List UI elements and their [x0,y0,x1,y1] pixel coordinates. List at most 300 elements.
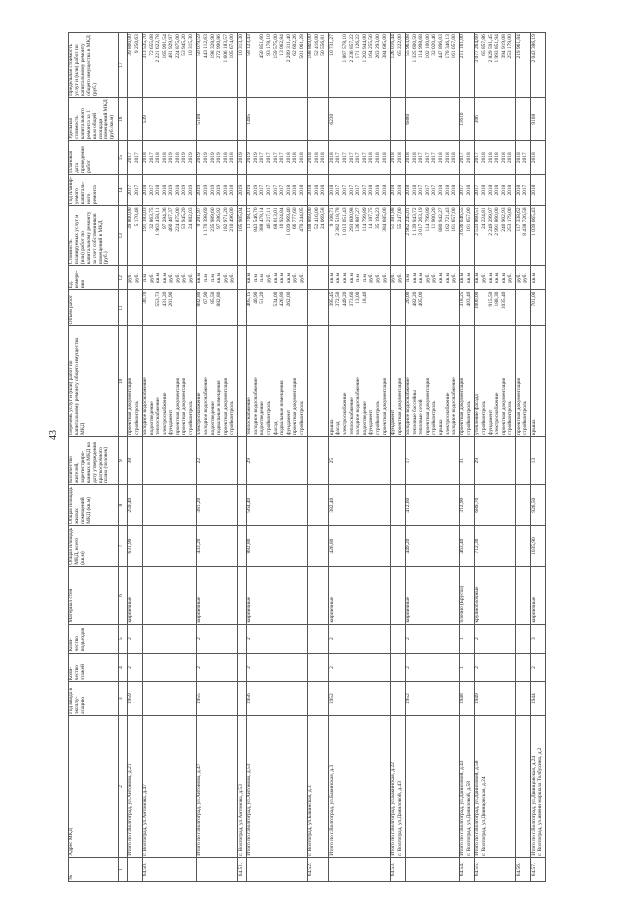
cost-cell-line: 880 942,27 [437,207,444,232]
works-cell-line: электроснабжение [196,392,203,435]
volume-cell [475,290,516,326]
cost-cell-line: 114 799,89 [424,207,431,232]
planned-date-cell-line: 2018 [161,152,168,164]
works-cell [142,326,197,437]
cost-cell-line: 388 478,14 [259,207,266,232]
unit-cell-line: руб. [174,273,181,283]
planned-year-cell [329,175,390,206]
volume-cell [127,290,142,326]
unit-cell-line: кв.м [342,272,349,283]
works-cell-line: водоотведение [361,401,368,435]
total-area-cell: 426,80 [329,526,390,567]
planned-year-cell-line: 2018 [307,184,314,196]
planned-date-cell-line: 2017 [342,152,349,164]
cost-cell-line: 117 338,62 [515,207,522,232]
year-cell: 1949 [475,682,516,716]
limit-cost-cell-line: 62 602,26 [292,34,299,56]
limit-cost-cell-line: 384 685,00 [381,34,388,59]
column-header: Общая площадь жилых помещений МКД (кв.м) [69,485,119,526]
address-cell-line: Итого по г.Волгоград, ул.Даниловой, д.43 [459,760,466,856]
unit-cell [197,266,238,290]
works-cell-line: стройконтроль [522,401,529,435]
unit-cell-line: руб. [522,273,529,283]
cost-cell-line: 470 244,05 [298,207,305,232]
planned-date-cell-line: 2018 [481,152,488,164]
floors-cell: 2 [127,653,142,682]
volume-cell-line: 18,40 [361,291,368,304]
living-area-cell [142,485,197,526]
volume-cell-line: 13,00 [355,291,362,304]
cost-cell-line: 1 039 969,40 [285,207,292,236]
unit-cell-line: п.м [259,274,266,282]
table-row [405,33,460,882]
unit-cell-line: руб. [298,273,305,283]
planned-year-cell [142,175,197,206]
unit-cell-line: п.м [209,274,216,282]
volume-cell-line: 373,60 [348,291,355,307]
volume-cell-line [432,292,439,325]
total-area-cell [238,526,246,567]
works-cell-line: водоотведение [209,401,216,435]
column-header: Ед. измере-ния [69,266,119,290]
unit-cell-line: кв.м [459,272,466,283]
residents-cell: 31 [460,437,475,485]
works-cell-line: холодное водоснабжение [451,377,458,435]
residents-cell: 25 [329,437,390,485]
column-number: 1 [118,857,127,881]
unit-cell [390,266,405,290]
year-cell: 1952 [405,682,460,716]
limit-cost-cell [238,33,246,98]
volume-cell-line: 701,00 [530,291,537,307]
planned-date-cell-line: 2018 [389,152,396,164]
entrances-cell [390,624,405,653]
cost-cell [531,206,546,266]
row-number [127,857,142,881]
residents-cell: 29 [246,437,307,485]
year-cell: 1959 [127,682,142,716]
planned-year-cell-line: 2018 [530,184,537,196]
cost-cell-line: 10 924,84 [279,207,286,230]
cost-cell-line: 9 281,97 [196,207,203,227]
works-cell-line: холодное водоснабжение [252,377,259,435]
planned-date-cell-line: 2018 [141,152,148,164]
limit-cost-cell-line: 198 328,90 [209,34,216,59]
address-cell-line: г. Волгоград, ул.Двинцовская, д.24 [481,776,488,856]
works-cell-line: теплоснабжение [348,397,355,435]
cost-cell-line: 2 533 860,51 [474,207,481,236]
volume-cell-line: 431,20 [161,291,168,307]
living-area-cell [238,485,246,526]
planned-date-cell [516,141,531,175]
planned-year-cell-line: 2019 [246,184,253,196]
limit-cost-cell-line: 394 919,08 [500,34,507,59]
planned-date-cell-line: 2017 [126,152,133,164]
planned-year-cell-line: 2018 [174,184,181,196]
works-cell-line: проектная документация [515,377,522,435]
total-area-cell [516,526,531,567]
works-cell-line: стройконтроль [298,401,305,435]
limit-cost-cell-line: 2 209 311,40 [285,34,292,63]
volume-cell-line [452,292,459,325]
table-row [238,33,246,882]
planned-year-cell-line: 2017 [424,184,431,196]
planned-year-cell-line: 2018 [481,184,488,196]
unit-cell-line: руб. [126,273,133,283]
unit-cell-line: руб. [188,273,195,283]
planned-date-cell-line: 2018 [487,152,494,164]
limit-cost-cell-line: 447 896,03 [437,34,444,59]
entrances-cell: 2 [405,624,460,653]
planned-date-cell [197,141,238,175]
limit-cost-cell-line: 2 829 591,45 [487,34,494,63]
table-row [329,33,390,882]
specific-cost-cell [127,98,142,141]
works-cell-line: электроснабжение [342,392,349,435]
unit-cell-line: руб. [396,273,403,283]
cost-cell-line: 1 170 398,69 [203,207,210,236]
works-cell [405,326,460,437]
cost-cell-line: 32 863,75 [148,207,155,230]
works-cell-line: проектная документация [222,377,229,435]
volume-cell-line: 449,20 [342,291,349,307]
limit-cost-cell-line: 114 998,68 [418,34,425,59]
planned-year-cell-line: 2018 [292,184,299,196]
cost-cell-line: 136 887,27 [355,207,362,232]
planned-year-cell-line: 2019 [237,184,244,196]
planned-year-cell-line: 2018 [500,184,507,196]
planned-year-cell-line: 2019 [216,184,223,196]
works-cell [390,326,405,437]
planned-year-cell-line: 2017 [342,184,349,196]
cost-cell-line: 1 963 458,11 [155,207,162,236]
limit-cost-cell-line: 211 161,00 [459,34,466,59]
cost-cell [460,206,475,266]
cost-cell-line: 39 800,00 [126,207,133,230]
unit-cell-line: руб. [368,273,375,283]
planned-date-cell-line: 2017 [259,152,266,164]
volume-cell-line [439,292,446,325]
cost-cell-line: 191 183,03 [141,207,148,232]
unit-cell-line: кв.м [500,272,507,283]
unit-cell-line: кв.м [444,272,451,283]
cost-cell-line: 11 900,20 [431,207,438,229]
planned-year-cell-line: 2019 [168,184,175,196]
works-cell-line: проектная документация [174,377,181,435]
cost-cell [142,206,197,266]
living-area-cell: 381,20 [197,485,238,526]
limit-cost-cell-line: 2 221 622,78 [155,34,162,63]
volume-cell-line: 403,40 [466,291,473,307]
planned-date-cell [329,141,390,175]
row-number: 64.51. [238,857,246,881]
works-cell-line: крыша [437,419,444,435]
planned-date-cell-line: 2018 [328,152,335,164]
unit-cell-line: кв.м [530,272,537,283]
row-number: 64.56. [516,857,531,881]
cost-cell-line: 114 799,89 [361,207,368,232]
works-cell-line: холодное водоснабжение [355,377,362,435]
volume-cell-line: 188,30 [494,291,501,307]
living-area-cell: 564,40 [246,485,307,526]
unit-cell [329,266,390,290]
unit-cell [531,266,546,290]
works-cell [307,326,329,437]
volume-cell-line [426,292,433,325]
limit-cost-cell-line [467,34,474,96]
volume-cell-line: 40,90 [252,291,259,304]
planned-date-cell-line: 2017 [522,152,529,164]
works-cell-line: крыша [328,419,335,435]
unit-cell-line: руб. [424,273,431,283]
cost-cell-line: 2 382 518,78 [335,207,342,236]
unit-cell-line: руб. [265,273,272,283]
address-cell [516,716,531,858]
address-cell [475,716,516,858]
unit-cell-line: кв.м [279,272,286,283]
planned-date-cell-line: 2017 [272,152,279,164]
planned-year-cell-line: 2017 [126,184,133,196]
planned-year-cell-line: 2018 [375,184,382,196]
wall-material-cell: кирпичные [197,566,238,624]
limit-cost-cell-line: 501 061,28 [298,34,305,59]
row-number: 64.57. [531,857,546,881]
column-header: Перечень услуг и (или) работ по капитальному ремонту общего имущества МКД [69,326,119,437]
limit-cost-cell-line: 58 123,43 [246,34,253,56]
cost-cell [475,206,516,266]
planned-year-cell-line: 2017 [265,184,272,196]
planned-year-cell-line: 2019 [181,184,188,196]
cost-cell-line: 235 989,60 [209,207,216,232]
volume-cell-line: 426,80 [279,291,286,307]
specific-cost-cell: 306 [475,98,516,141]
planned-date-cell-line: 2018 [437,152,444,164]
column-number: 10 [118,326,127,437]
planned-year-cell-line: 2018 [466,184,473,196]
planned-date-cell-line: 2019 [246,152,253,164]
address-cell-line: Итого по г.Волгоград, ул.Даниловой, д.58 [474,760,481,856]
planned-date-cell [246,141,307,175]
entrances-cell [307,624,329,653]
year-cell [516,682,531,716]
limit-cost-cell-line: 32 020,46 [431,34,438,56]
planned-year-cell-line: 2017 [335,184,342,196]
planned-year-cell-line: 2018 [437,184,444,196]
year-cell [390,682,405,716]
planned-year-cell-line: 2018 [222,184,229,196]
works-cell-line: фундамент [285,409,292,435]
address-cell-line: Итого по г.Волгоград, ул.Антонова, д.21 [126,763,133,856]
works-cell-line: стройконтроль [133,401,140,435]
limit-cost-cell-line: 93 178,10 [265,34,272,56]
column-number: 13 [118,206,127,266]
volume-cell-line: 318,25 [459,291,466,307]
unit-cell-line: руб. [292,273,299,283]
unit-cell-line: п.м [361,274,368,282]
volume-cell-line: 67,90 [203,291,210,304]
unit-cell-line: кв.м [285,272,292,283]
unit-cell-line: руб. [168,273,175,283]
planned-date-cell-line: 2018 [320,152,327,164]
planned-date-cell-line: 2019 [188,152,195,164]
year-cell [238,682,246,716]
planned-year-cell-line: 2018 [404,184,411,196]
limit-cost-cell-line: 161 057,00 [451,34,458,59]
planned-date-cell-line: 2019 [216,152,223,164]
planned-date-cell-line: 2017 [355,152,362,164]
volume-cell [197,290,238,326]
year-cell: 1952 [329,682,390,716]
planned-date-cell-line: 2018 [466,152,473,164]
cost-cell-line: 53 945,20 [181,207,188,230]
planned-year-cell-line: 2017 [348,184,355,196]
works-cell-line: стройконтроль [265,401,272,435]
row-number [246,857,307,881]
unit-cell-line: кв.м [246,272,253,283]
works-cell-line: стройконтроль [431,401,438,435]
unit-cell-line: руб. [389,273,396,283]
planned-date-cell-line: 2018 [411,152,418,164]
volume-cell-line: 405,15 [246,291,253,307]
unit-cell-line: руб. [431,273,438,283]
residents-cell: 17 [405,437,460,485]
unit-cell [475,266,516,290]
works-cell-line: фундамент [389,409,396,435]
limit-cost-cell [390,33,405,98]
column-number: 17 [118,33,127,98]
limit-cost-cell-line: 126 016,44 [389,34,396,59]
volume-cell-line [230,292,237,325]
works-cell [516,326,531,437]
volume-cell-line: 534,00 [272,291,279,307]
cost-cell-line: 210 496,00 [229,207,236,232]
planned-date-cell [238,141,246,175]
column-header: Удельная стоимость капитального ремонта за 1 кв.м общей площади помещений МКД (руб./кв.м) [69,98,119,141]
unit-cell-line: кв.м [161,272,168,283]
planned-date-cell-line: 2018 [494,152,501,164]
limit-cost-cell-line: 263 293,00 [375,34,382,59]
unit-cell-line: руб. [515,273,522,283]
planned-year-cell-line: 2019 [188,184,195,196]
planned-year-cell-line: 2018 [285,184,292,196]
planned-year-cell-line: 2019 [252,184,259,196]
wall-material-cell [142,566,197,624]
planned-year-cell [475,175,516,206]
unit-cell-line: кв.м [487,272,494,283]
works-cell [127,326,142,437]
total-area-cell [390,526,405,567]
works-cell-line: стройконтроль [229,401,236,435]
table-row [531,33,546,882]
living-area-cell: 259,40 [127,485,142,526]
limit-cost-cell [405,33,460,98]
planned-year-cell-line: 2019 [196,184,203,196]
address-cell [405,716,460,858]
planned-date-cell-line: 2018 [404,152,411,164]
volume-cell-line: 482,20 [411,291,418,307]
limit-cost-cell [246,33,307,98]
row-number: 64.54. [460,857,475,881]
address-cell [460,716,475,858]
wall-material-cell [307,566,329,624]
row-number: 64.52. [307,857,329,881]
cost-cell-line: 384 685,00 [381,207,388,232]
entrances-cell: 1 [460,624,475,653]
limit-cost-cell-line: 10 731,27 [328,34,335,56]
year-cell: 1948 [460,682,475,716]
limit-cost-cell-line: 50 556,81 [320,34,327,56]
floors-cell: 1 [460,653,475,682]
works-cell-line: стройконтроль [466,401,473,435]
unit-cell-line: кв.м [474,272,481,283]
volume-cell-line: 30,70 [141,291,148,304]
volume-cell-line: 553,73 [155,291,162,307]
planned-date-cell-line: 2017 [424,152,431,164]
column-header: Материал стен [69,566,119,624]
unit-cell-line: п.м [252,274,259,282]
limit-cost-cell-line: 1 202 944,00 [361,34,368,63]
planned-date-cell-line: 2018 [396,152,403,164]
column-header: Адрес МКД [69,716,119,858]
planned-year-cell-line: 2018 [411,184,418,196]
limit-cost-cell-line: 1 325 600,50 [411,34,418,63]
unit-cell [127,266,142,290]
column-number: 16 [118,98,127,141]
planned-date-cell [390,141,405,175]
wall-material-cell: кирпичные [246,566,307,624]
planned-date-cell-line: 2018 [229,152,236,164]
cost-cell-line: 14 187,75 [368,207,375,230]
wall-material-cell [390,566,405,624]
planned-date-cell-line: 2018 [507,152,514,164]
limit-cost-cell-line: 272 990,86 [216,34,223,59]
volume-cell [246,290,307,326]
planned-year-cell-line: 2017 [148,184,155,196]
limit-cost-cell [127,33,142,98]
cost-cell-line: 224 875,00 [174,207,181,232]
works-cell [246,326,307,437]
row-number: 64.50. [142,857,197,881]
floors-cell: 2 [475,653,516,682]
column-header: Год планир-уемого капиталь-ного ремонта [69,175,119,206]
works-cell-line: холодное водоснабжение [141,377,148,435]
address-cell-line: Итого по г.Волгоград, ул.Бакинская, д.22 [389,762,396,856]
planned-date-cell-line: 2017 [265,152,272,164]
year-cell: 1956 [246,682,307,716]
wall-material-cell: кирпичные [127,566,142,624]
cost-cell-line: 1 039 065,43 [530,207,537,236]
cost-cell-line: 24 882,03 [188,207,195,230]
column-number: 6 [118,566,127,624]
address-cell [142,716,197,858]
works-cell-line: фундамент [368,409,375,435]
volume-cell-line: 395,45 [328,291,335,307]
column-header: Коли-чество подъездов [69,624,119,653]
table-row [127,33,142,882]
column-header: Предельная стоимость услуг и (или) работ по капитальному ремонту общего имущества в МКД (руб.) [69,33,119,98]
limit-cost-cell-line: 170 346,13 [444,34,451,59]
cost-cell-line: 161 657,00 [451,207,458,232]
total-area-cell [142,526,197,567]
planned-year-cell-line: 2019 [203,184,210,196]
limit-cost-cell-line: 55 963,08 [404,34,411,56]
limit-cost-cell-line: 1 867 578,10 [342,34,349,63]
volume-cell-line [189,292,196,325]
cost-cell-line: 161 657,00 [466,207,473,232]
entrances-cell: 2 [475,624,516,653]
cost-cell-line: 24 224,81 [481,207,488,230]
address-cell-line: г. Волгоград, ул.Даниловой, д.43 [396,781,403,856]
